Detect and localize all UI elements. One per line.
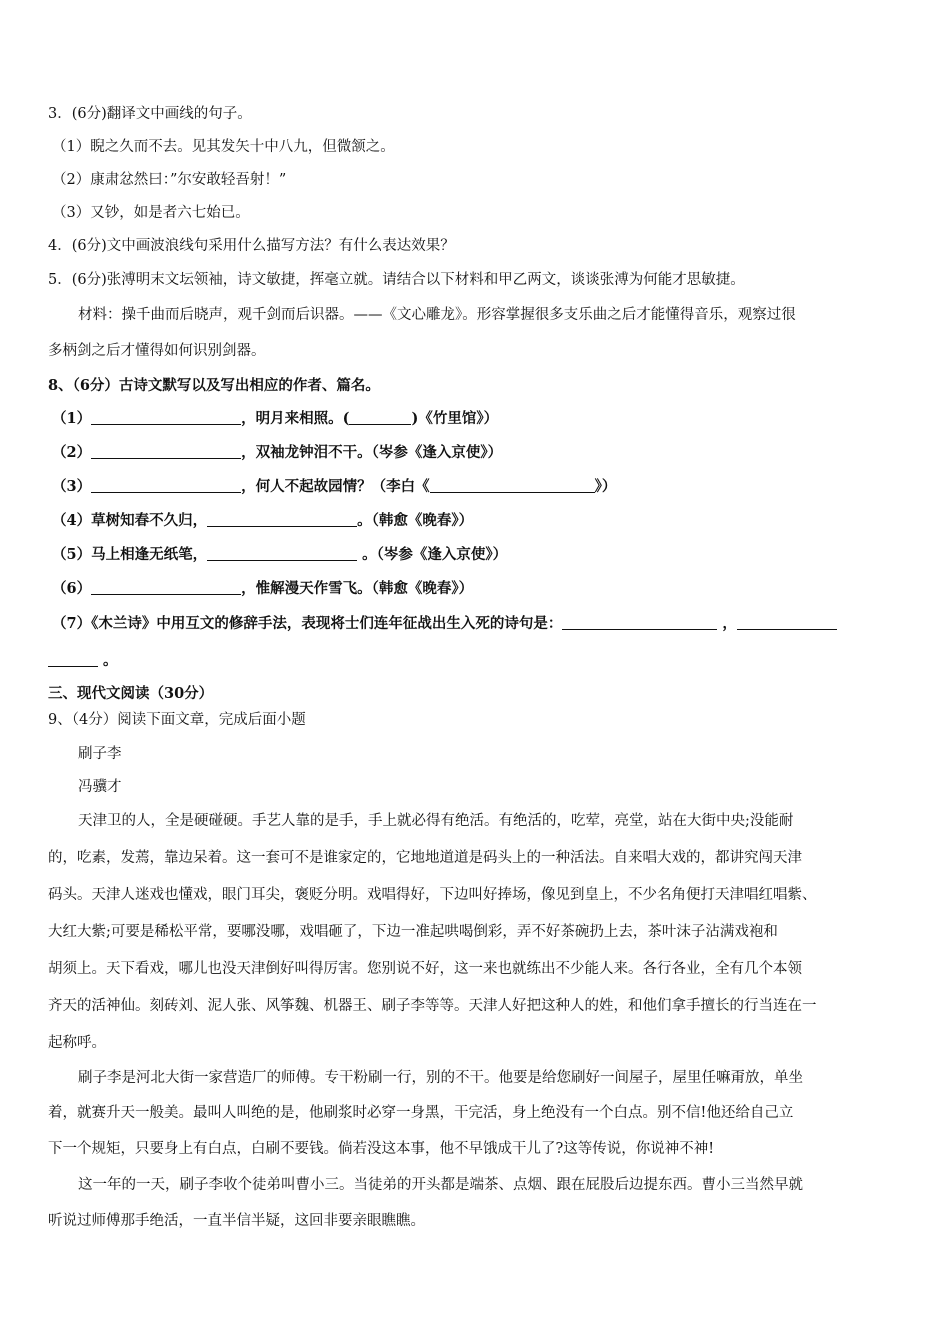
item-6-prefix: （6） xyxy=(52,580,92,597)
answer-blank[interactable] xyxy=(91,478,241,493)
question-8-item-2 xyxy=(52,443,502,463)
answer-blank[interactable] xyxy=(207,546,357,561)
item-7-end: 。 xyxy=(98,652,118,669)
material-line-2: 多柄剑之后才懂得如何识别剑器。 xyxy=(48,343,266,359)
question-8-item-7-continued xyxy=(48,651,118,671)
answer-blank[interactable] xyxy=(48,652,98,667)
item-5-suffix: 。（岑参《逢入京使》） xyxy=(357,546,508,563)
item-3-mid: ，何人不起故园情？（李白《 xyxy=(241,478,430,495)
question-4: 4．(6分)文中画波浪线句采用什么描写方法？有什么表达效果？ xyxy=(48,238,455,254)
item-1-prefix: （1） xyxy=(52,410,92,427)
item-2-prefix: （2） xyxy=(52,444,92,461)
question-3-title: 3．(6分)翻译文中画线的句子。 xyxy=(48,106,252,122)
question-8-item-3 xyxy=(52,477,616,497)
article-line: 刷子李是河北大街一家营造厂的师傅。专干粉刷一行，别的不干。他要是给您刷好一间屋子，屋里任嘛甭放，单坐 xyxy=(78,1070,803,1086)
question-9: 9、（4分）阅读下面文章，完成后面小题 xyxy=(48,712,306,728)
answer-blank[interactable] xyxy=(91,580,241,595)
article-line: 的，吃素，发蔫，靠边呆着。这一套可不是谁家定的，它地地道道是码头上的一种活法。自来唱大戏的，都讲究闯天津 xyxy=(48,850,802,866)
answer-blank[interactable] xyxy=(349,410,411,425)
item-7-prefix: （7）《木兰诗》中用互文的修辞手法，表现将士们连年征战出生入死的诗句是： xyxy=(52,615,563,632)
article-title: 刷子李 xyxy=(78,746,122,762)
article-line: 码头。天津人迷戏也懂戏，眼门耳尖，褒贬分明。戏唱得好，下边叫好捧场，像见到皇上，不少名角便打天津唱红唱紫、 xyxy=(48,887,817,903)
article-line: 这一年的一天，刷子李收个徒弟叫曹小三。当徒弟的开头都是端茶、点烟、跟在屁股后边提东西。曹小三当然早就 xyxy=(78,1177,803,1193)
article-line: 听说过师傅那手绝活，一直半信半疑，这回非要亲眼瞧瞧。 xyxy=(48,1213,425,1229)
question-8-item-5 xyxy=(52,545,507,565)
article-line: 齐天的活神仙。刻砖刘、泥人张、风筝魏、机器王、刷子李等等。天津人好把这种人的姓，和他们拿手擅长的行当连在一 xyxy=(48,998,817,1014)
item-7-sep: ， xyxy=(717,615,737,632)
item-1-mid: ，明月来相照。( xyxy=(241,410,350,427)
article-line: 着，就赛升天一般美。最叫人叫绝的是，他刷浆时必穿一身黑，干完活，身上绝没有一个白点。别不信!他还给自己立 xyxy=(48,1105,794,1121)
article-author: 冯骥才 xyxy=(78,779,122,795)
question-8-item-7 xyxy=(52,614,837,634)
answer-blank[interactable] xyxy=(91,410,241,425)
question-8-title: 8、（6分）古诗文默写以及写出相应的作者、篇名。 xyxy=(48,377,380,394)
item-6-suffix: ，惟解漫天作雪飞。（韩愈《晚春》） xyxy=(241,580,474,597)
question-3-item-1: （1）睨之久而不去。见其发矢十中八九，但微颔之。 xyxy=(52,139,395,155)
answer-blank[interactable] xyxy=(91,444,241,459)
item-3-suffix: 》） xyxy=(594,478,617,495)
question-8-item-4 xyxy=(52,511,473,531)
question-5: 5．(6分)张溥明末文坛领袖，诗文敏捷，挥毫立就。请结合以下材料和甲乙两文，谈谈张溥为何能才思敏捷。 xyxy=(48,272,745,288)
article-line: 胡须上。天下看戏，哪儿也没天津倒好叫得厉害。您别说不好，这一来也就练出不少能人来。各行各业，全有几个本领 xyxy=(48,961,802,977)
item-4-suffix: 。（韩愈《晚春》） xyxy=(357,512,474,529)
question-8-item-1 xyxy=(52,409,498,429)
answer-blank[interactable] xyxy=(737,615,837,630)
article-line: 大红大紫;可要是稀松平常，要哪没哪，戏唱砸了，下边一准起哄喝倒彩，弄不好茶碗扔上去，茶叶沫子沾满戏袍和 xyxy=(48,924,778,940)
section-3-heading: 三、现代文阅读（30分） xyxy=(48,685,214,702)
article-line: 起称呼。 xyxy=(48,1035,106,1051)
material-line-1: 材料：操千曲而后晓声，观千剑而后识器。——《文心雕龙》。形容掌握很多支乐曲之后才能懂得音乐，观察过很 xyxy=(78,307,796,323)
answer-blank[interactable] xyxy=(207,512,357,527)
item-5-prefix: （5）马上相逢无纸笔， xyxy=(52,546,208,563)
question-3-item-3: （3）又钞，如是者六七始已。 xyxy=(52,205,250,221)
article-line: 天津卫的人，全是硬碰硬。手艺人靠的是手，手上就必得有绝活。有绝活的，吃荤，亮堂，站在大街中央;没能耐 xyxy=(78,813,794,829)
question-3-item-2: （2）康肃忿然曰：”尔安敢轻吾射！” xyxy=(52,172,287,188)
item-3-prefix: （3） xyxy=(52,478,92,495)
item-1-suffix: )《竹里馆》） xyxy=(411,410,499,427)
answer-blank[interactable] xyxy=(562,615,717,630)
article-line: 下一个规矩，只要身上有白点，白刷不要钱。倘若没这本事，他不早饿成干儿了?这等传说，你说神不神! xyxy=(48,1141,715,1157)
question-8-item-6 xyxy=(52,579,473,599)
answer-blank[interactable] xyxy=(430,478,595,493)
item-4-prefix: （4）草树知春不久归， xyxy=(52,512,208,529)
item-2-suffix: ，双袖龙钟泪不干。（岑参《逢入京使》） xyxy=(241,444,503,461)
